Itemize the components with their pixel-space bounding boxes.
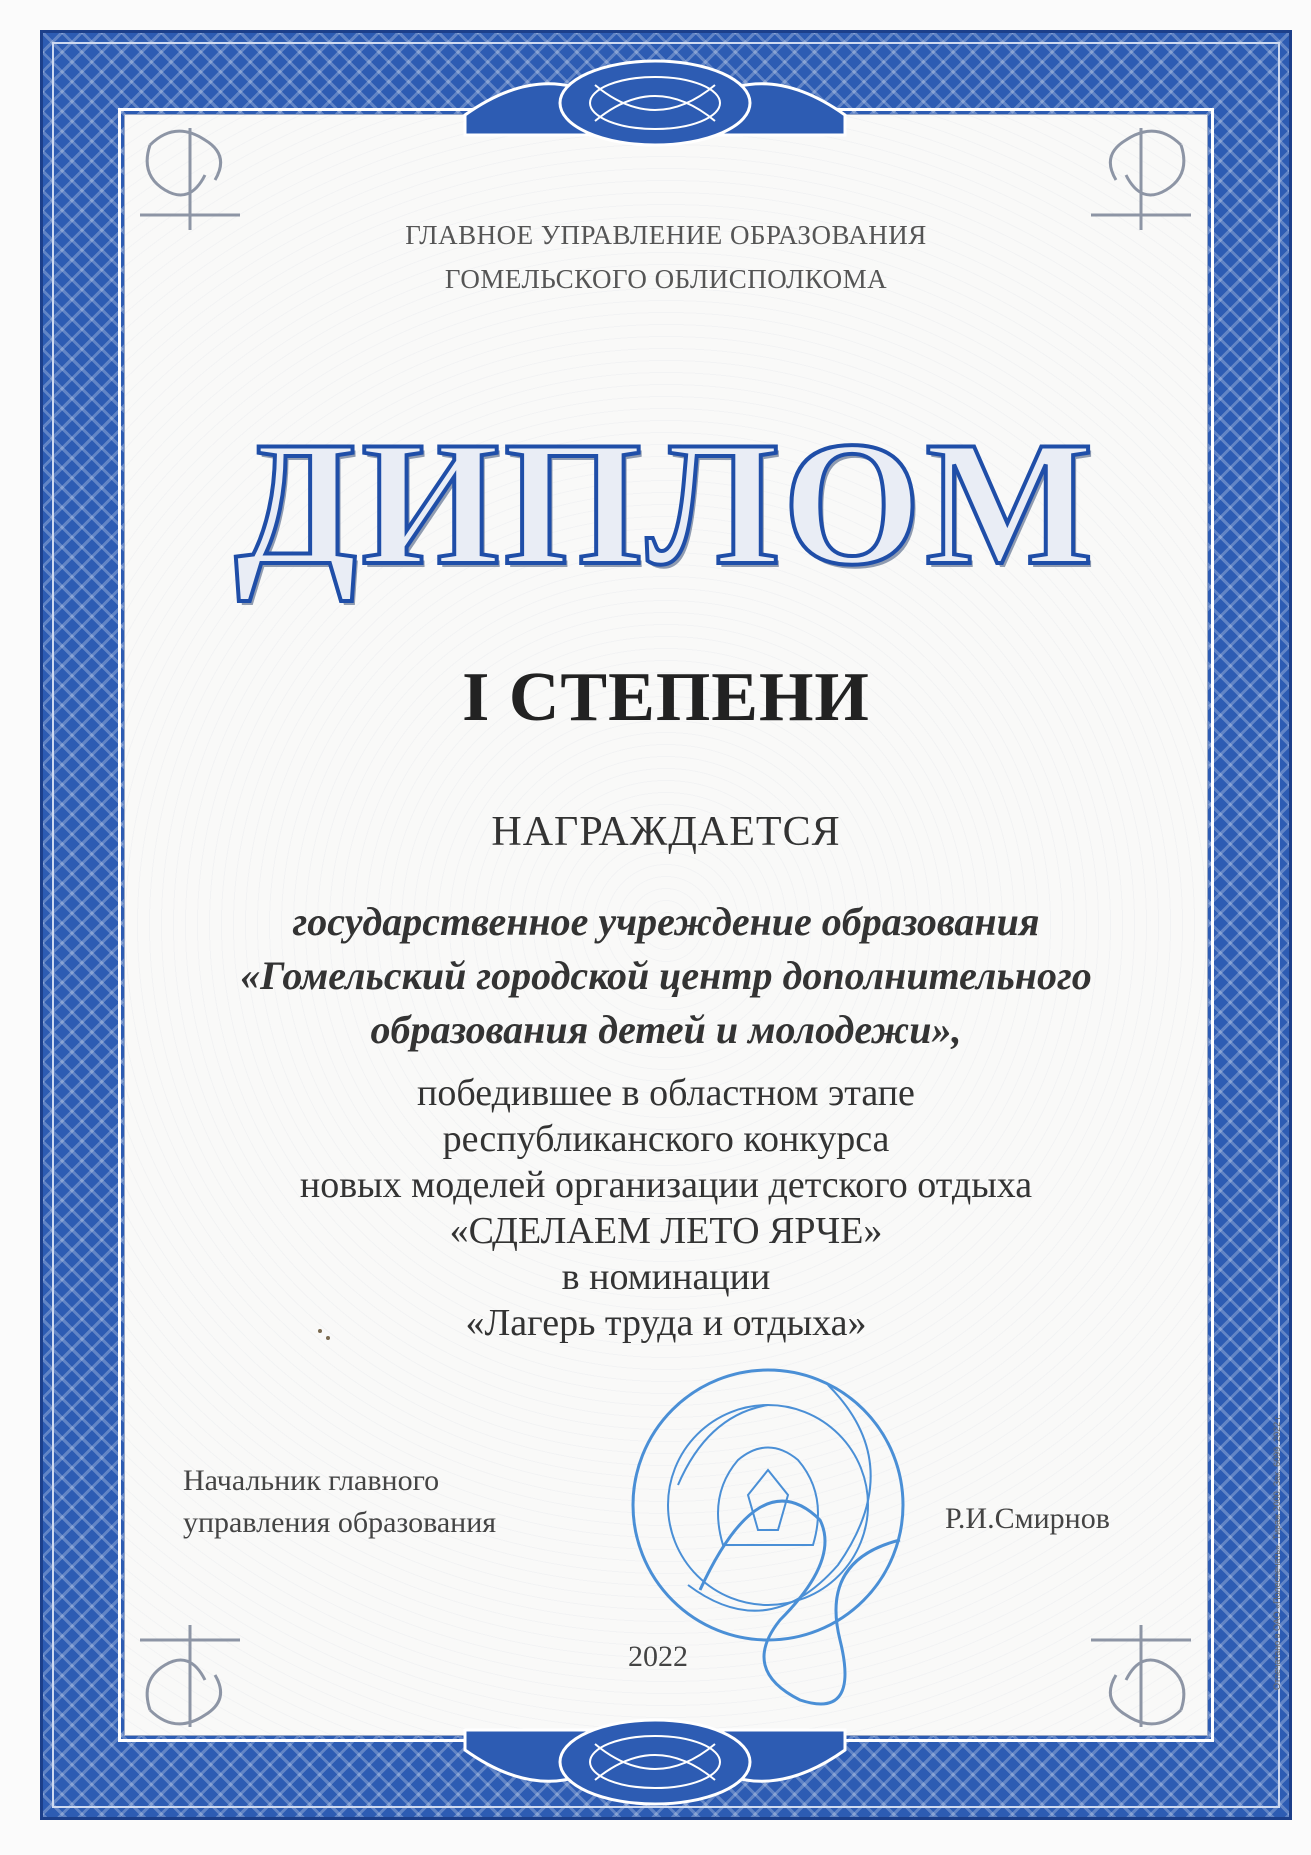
- signer-position: [183, 1460, 496, 1544]
- recipient-line-2: «Гомельский городской центр дополнительного: [240, 953, 1092, 998]
- degree-label: I СТЕПЕНИ: [462, 659, 870, 736]
- issuer-line-2: ГОМЕЛЬСКОГО ОБЛИСПОЛКОМА: [444, 264, 888, 294]
- signature-icon: [700, 1501, 900, 1704]
- issuer-line-1: ГЛАВНОЕ УПРАВЛЕНИЕ ОБРАЗОВАНИЯ: [405, 220, 927, 250]
- reason-line-3: новых моделей организации детского отдыха: [299, 1164, 1033, 1206]
- corner-ornament-bottom-right-icon: [1091, 1625, 1191, 1727]
- reason-line-5: в номинации: [561, 1256, 771, 1298]
- recipient-block: [124, 895, 1208, 1057]
- top-ornament-icon: [465, 61, 845, 145]
- recipient-line-1: государственное учреждение образования: [292, 899, 1040, 944]
- reason-line-6: «Лагерь труда и отдыха»: [465, 1302, 867, 1344]
- diploma-title: ДИПЛОМ: [234, 404, 1098, 602]
- reason-line-1: победившее в областном этапе: [417, 1072, 915, 1114]
- awarded-label: НАГРАЖДАЕТСЯ: [491, 809, 841, 855]
- recipient-line-3: образования детей и молодежи»,: [370, 1007, 962, 1052]
- bottom-ornament-icon: [465, 1720, 845, 1804]
- reason-line-2: республиканского конкурса: [442, 1118, 890, 1160]
- issue-year: 2022: [628, 1640, 688, 1673]
- signer-name: Р.И.Смирнов: [945, 1502, 1110, 1535]
- paper-speck: [326, 1336, 330, 1340]
- signer-position-line-1: Начальник главного: [183, 1464, 440, 1497]
- corner-ornament-bottom-left-icon: [140, 1625, 240, 1727]
- paper-speck: [318, 1329, 322, 1333]
- signer-position-line-2: управления образования: [183, 1506, 497, 1539]
- reason-block: [124, 1070, 1208, 1346]
- reason-line-4: «СДЕЛАЕМ ЛЕТО ЯРЧЕ»: [449, 1210, 883, 1252]
- print-imprint: Отпечатано в ОАО «Полеспечать». Тираж 2000. Зак. 6099. 2022 г.: [1272, 1414, 1282, 1690]
